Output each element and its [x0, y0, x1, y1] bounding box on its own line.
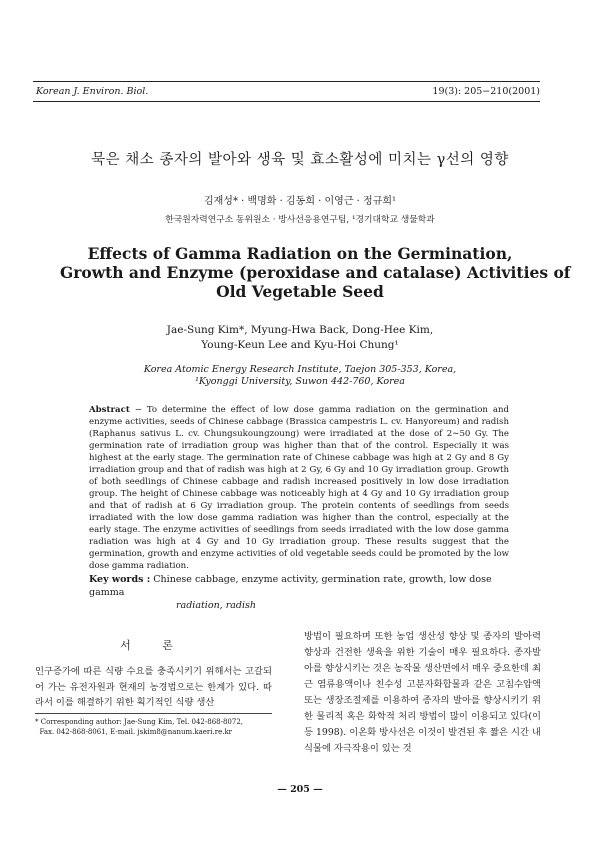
english-title	[60, 244, 571, 301]
english-authors-line: Young-Keun Lee and Kyu-Hoi Chung¹	[201, 339, 399, 351]
header-bottom-rule	[33, 101, 540, 102]
keywords-label: Key words :	[89, 574, 151, 585]
section-title-introduction: 서 론	[120, 639, 187, 652]
left-column-text: 인구증가에 따른 식량 수요를 충족시키기 위해서는 고갈되어 가는 유전자원과 현재의 농경법으로는 한계가 있다. 따라서 이를 해결하기 위한 획기적인 식량 생산	[35, 666, 272, 708]
english-authors-line: Jae-Sung Kim*, Myung-Hwa Back, Dong-Hee Kim,	[166, 324, 434, 336]
english-authors	[0, 323, 600, 353]
right-column-text: 방법이 필요하며 또한 농업 생산성 향상 및 종자의 발아력 향상과 건전한 생육을 위한 기술이 매우 필요하다. 종자발아를 향상시키는 것은 농작물 생산면에서 매우 중요한데 최근 염류용액이나 친수성 고분자화합물과 같은 고침수압액 또는 생장조절제를 이용하여 종자의 발아를 향상시키기 위한 물리적 혹은 화학적 처리 방법이 많이 이용되고 있다(이 등 1998). 이온화 방사선은 이것이 발견된 후 짧은 시간 내 식물에 자극작용이 있는 것	[304, 631, 541, 754]
volume-info: 19(3): 205−210(2001)	[432, 86, 540, 97]
english-title-line: Effects of Gamma Radiation on the Germination,	[87, 244, 513, 263]
footnote	[35, 717, 272, 737]
keywords	[89, 573, 509, 612]
journal-name: Korean J. Environ. Biol.	[36, 86, 149, 97]
keywords-line1: Chinese cabbage, enzyme activity, germination rate, growth, low dose gamma	[89, 574, 492, 598]
abstract	[89, 404, 509, 572]
abstract-label: Abstract	[89, 405, 130, 415]
korean-title: 묵은 채소 종자의 발아와 생육 및 효소활성에 미치는 γ선의 영향	[91, 152, 509, 168]
keywords-line2: radiation, radish	[176, 600, 257, 611]
header-top-rule	[33, 81, 540, 82]
korean-authors: 김재성* · 백명화 · 김동희 · 이영근 · 정규희¹	[203, 196, 397, 207]
english-affiliation-line: Korea Atomic Energy Research Institute, Taejon 305-353, Korea,	[143, 364, 457, 375]
english-title-line: Old Vegetable Seed	[216, 282, 384, 301]
english-affiliation-line: ¹Kyonggi University, Suwon 442-760, Korea	[195, 376, 405, 387]
footnote-line: * Corresponding author: Jae-Sung Kim, Tel. 042-868-8072,	[35, 718, 244, 726]
english-affiliation	[0, 364, 600, 388]
page-number: — 205 —	[277, 784, 323, 795]
footnote-line: Fax. 042-868-8061, E-mail. jskim8@nanum.kaeri.re.kr	[35, 728, 233, 736]
korean-affiliation: 한국원자력연구소 동위원소 · 방사선응용연구팀, ¹경기대학교 생물학과	[165, 215, 435, 225]
abstract-text: − To determine the effect of low dose gamma radiation on the germination and enzyme activities, seeds of Chinese cabbage (Brassica campestris L. cv. Hanyoreum) and radish (Raphanus sativus L. cv. Chungsukoungzoung) were irradiated at the dose of 2∼50 Gy. The germination rate of irradiation group was higher than that of the control. Especially it was highest at the early stage. The germination rate of Chinese cabbage was high at 2 Gy and 8 Gy irradiation group and that of radish was high at 2 Gy, 6 Gy and 10 Gy irradiation group. Growth of both seedlings of Chinese cabbage and radish increased positively in low dose irradiation group. The height of Chinese cabbage was noticeably high at 4 Gy and 10 Gy irradiation group and that of radish at 6 Gy irradiation group. The protein contents of seedlings from seeds irradiated with the low dose gamma radiation was higher than the control, especially at the early stage. The enzyme activities of seedlings from seeds irradiated with the low dose gamma radiation was high at 4 Gy and 10 Gy irradiation group. These results suggest that the germination, growth and enzyme activities of old vegetable seeds could be promoted by the low dose gamma radiation.	[89, 405, 509, 571]
footnote-rule	[35, 713, 272, 714]
english-title-line: Growth and Enzyme (peroxidase and catalase) Activities of	[60, 263, 571, 282]
